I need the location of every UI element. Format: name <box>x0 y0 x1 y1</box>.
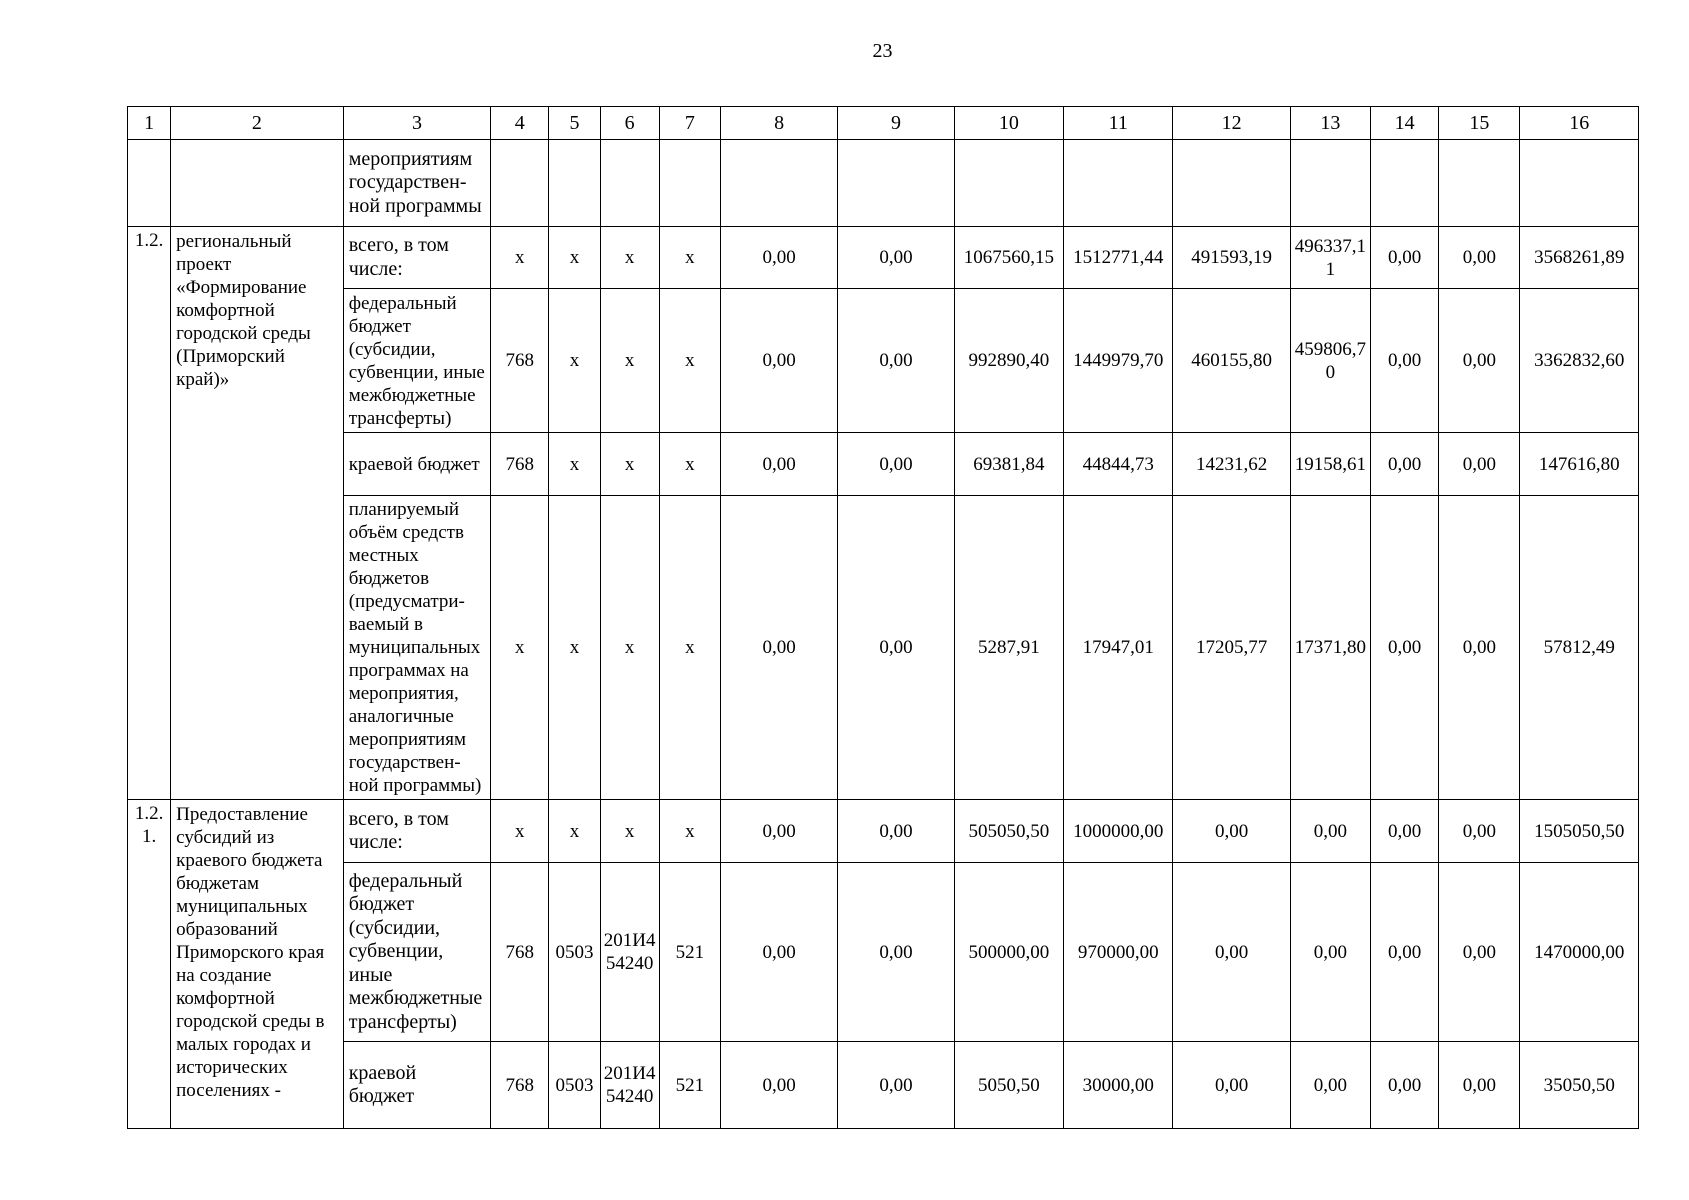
table-cell: 0,00 <box>720 227 837 289</box>
table-cell: 768 <box>491 1042 549 1129</box>
table-cell: 201И454240 <box>600 863 659 1042</box>
table-cell: 0,00 <box>1439 289 1520 433</box>
item-number: 1.2. <box>128 227 171 800</box>
table-cell: 0,00 <box>838 433 954 496</box>
table-cell: 0,00 <box>838 227 954 289</box>
table-cell: 0,00 <box>1439 863 1520 1042</box>
table-cell: 0,00 <box>1290 800 1370 863</box>
table-cell <box>491 140 549 227</box>
table-cell: 3362832,60 <box>1520 289 1639 433</box>
table-cell <box>128 140 171 227</box>
table-cell: 69381,84 <box>954 433 1063 496</box>
table-cell: 17205,77 <box>1173 496 1290 800</box>
table-cell: 0,00 <box>720 863 837 1042</box>
table-row <box>128 227 1639 289</box>
column-header: 12 <box>1173 107 1290 140</box>
table-cell: 0,00 <box>1290 863 1370 1042</box>
table-cell: 17947,01 <box>1064 496 1173 800</box>
table-cell: 1067560,15 <box>954 227 1063 289</box>
table-cell: x <box>659 496 720 800</box>
table-cell: x <box>549 289 600 433</box>
table-cell <box>1290 140 1370 227</box>
page-number: 23 <box>872 40 893 62</box>
table-cell: 0503 <box>549 863 600 1042</box>
table-row-continuation <box>128 140 1639 227</box>
table-cell: 0,00 <box>1439 1042 1520 1129</box>
table-cell <box>600 140 659 227</box>
table-cell: 0,00 <box>838 496 954 800</box>
table-row <box>128 863 1639 1042</box>
table-cell: 768 <box>491 289 549 433</box>
column-header: 6 <box>600 107 659 140</box>
funding-source: всего, в том числе: <box>343 227 490 289</box>
table-cell: 147616,80 <box>1520 433 1639 496</box>
table-cell: 0,00 <box>1290 1042 1370 1129</box>
funding-source: всего, в том числе: <box>343 800 490 863</box>
table-cell: 970000,00 <box>1064 863 1173 1042</box>
column-header: 1 <box>128 107 171 140</box>
table-cell <box>1064 140 1173 227</box>
column-header: 13 <box>1290 107 1370 140</box>
table-cell: 17371,80 <box>1290 496 1370 800</box>
table-cell: x <box>549 433 600 496</box>
funding-source: федеральный бюджет (субсидии, субвенции, иные межбюджетные трансферты) <box>343 863 490 1042</box>
table-cell: 0,00 <box>1371 1042 1439 1129</box>
table-cell: 0,00 <box>720 289 837 433</box>
table-cell: 491593,19 <box>1173 227 1290 289</box>
table-cell: 0,00 <box>1173 863 1290 1042</box>
table-cell: 0,00 <box>838 289 954 433</box>
item-name: Предоставление субсидий из краевого бюджета бюджетам муниципальных образований Приморского края на создание комфортной городской среды в малых городах и исторических поселениях - <box>171 800 344 1129</box>
table-cell: 0,00 <box>720 800 837 863</box>
column-header: 14 <box>1371 107 1439 140</box>
table-cell: x <box>600 289 659 433</box>
table-cell: 1512771,44 <box>1064 227 1173 289</box>
table-cell: 0,00 <box>838 800 954 863</box>
table-row <box>128 496 1639 800</box>
table-cell <box>1371 140 1439 227</box>
table-row <box>128 433 1639 496</box>
table-cell: 0,00 <box>1173 800 1290 863</box>
table-cell: x <box>491 496 549 800</box>
table-cell: 0,00 <box>720 496 837 800</box>
table-cell <box>1520 140 1639 227</box>
table-cell: 0,00 <box>1371 496 1439 800</box>
table-cell: 521 <box>659 1042 720 1129</box>
table-cell: 459806,70 <box>1290 289 1370 433</box>
table-cell <box>659 140 720 227</box>
table-cell: 0,00 <box>1439 800 1520 863</box>
table-cell: 460155,80 <box>1173 289 1290 433</box>
table-row <box>128 800 1639 863</box>
table-cell: 35050,50 <box>1520 1042 1639 1129</box>
table-cell: 14231,62 <box>1173 433 1290 496</box>
table-cell: 1470000,00 <box>1520 863 1639 1042</box>
table-cell: 57812,49 <box>1520 496 1639 800</box>
table-cell: x <box>491 227 549 289</box>
table-cell <box>1439 140 1520 227</box>
table-cell: 0,00 <box>838 863 954 1042</box>
table-cell: x <box>659 289 720 433</box>
funding-source: мероприятиям государствен-ной программы <box>343 140 490 227</box>
table-cell: 500000,00 <box>954 863 1063 1042</box>
table-cell: 0,00 <box>1371 227 1439 289</box>
item-number: 1.2.1. <box>128 800 171 1129</box>
budget-table <box>127 106 1639 1129</box>
column-header: 2 <box>171 107 344 140</box>
table-cell: x <box>491 800 549 863</box>
table-cell: x <box>659 800 720 863</box>
table-cell: 0,00 <box>1439 227 1520 289</box>
table-cell: 3568261,89 <box>1520 227 1639 289</box>
funding-source: федеральный бюджет (субсидии, субвенции, иные межбюджетные трансферты) <box>343 289 490 433</box>
table-cell: 19158,61 <box>1290 433 1370 496</box>
table-cell: 521 <box>659 863 720 1042</box>
funding-source: планируемый объём средств местных бюджетов (предусматри-ваемый в муниципальных программах на мероприятия, аналогичные мероприятиям государствен-ной программы) <box>343 496 490 800</box>
table-cell: x <box>600 433 659 496</box>
table-cell: x <box>600 227 659 289</box>
column-header: 11 <box>1064 107 1173 140</box>
table-cell: 1505050,50 <box>1520 800 1639 863</box>
funding-source: краевой бюджет <box>343 433 490 496</box>
table-cell: 44844,73 <box>1064 433 1173 496</box>
column-header: 8 <box>720 107 837 140</box>
column-header: 5 <box>549 107 600 140</box>
table-cell: 505050,50 <box>954 800 1063 863</box>
column-header: 15 <box>1439 107 1520 140</box>
table-cell <box>171 140 344 227</box>
table-cell: 0,00 <box>720 433 837 496</box>
table-cell: x <box>600 496 659 800</box>
table-cell <box>720 140 837 227</box>
column-header: 4 <box>491 107 549 140</box>
table-cell: 0,00 <box>1439 496 1520 800</box>
table-cell: 768 <box>491 433 549 496</box>
table-cell: 1449979,70 <box>1064 289 1173 433</box>
table-cell <box>1173 140 1290 227</box>
table-cell: 0,00 <box>838 1042 954 1129</box>
column-header: 3 <box>343 107 490 140</box>
table-cell: 0,00 <box>1371 433 1439 496</box>
table-cell: x <box>549 800 600 863</box>
table-cell <box>838 140 954 227</box>
table-cell: 0,00 <box>1371 863 1439 1042</box>
table-cell: 0,00 <box>1371 289 1439 433</box>
table-cell: 496337,11 <box>1290 227 1370 289</box>
table-cell: 992890,40 <box>954 289 1063 433</box>
table-cell: 5287,91 <box>954 496 1063 800</box>
table-cell: 5050,50 <box>954 1042 1063 1129</box>
table-cell <box>549 140 600 227</box>
column-header: 9 <box>838 107 954 140</box>
table-cell: 768 <box>491 863 549 1042</box>
column-header: 7 <box>659 107 720 140</box>
table-cell: x <box>659 227 720 289</box>
table-cell: 0503 <box>549 1042 600 1129</box>
table-row <box>128 289 1639 433</box>
table-cell: 30000,00 <box>1064 1042 1173 1129</box>
table-cell: x <box>659 433 720 496</box>
table-cell: 0,00 <box>720 1042 837 1129</box>
table-cell: 201И454240 <box>600 1042 659 1129</box>
table-cell: 0,00 <box>1439 433 1520 496</box>
column-header: 10 <box>954 107 1063 140</box>
item-name: региональный проект «Формирование комфортной городской среды (Приморский край)» <box>171 227 344 800</box>
column-header: 16 <box>1520 107 1639 140</box>
table-cell: x <box>549 227 600 289</box>
table-cell: 1000000,00 <box>1064 800 1173 863</box>
table-cell: x <box>549 496 600 800</box>
table-cell: 0,00 <box>1173 1042 1290 1129</box>
table-cell <box>954 140 1063 227</box>
funding-source: краевой бюджет <box>343 1042 490 1129</box>
table-cell: 0,00 <box>1371 800 1439 863</box>
table-cell: x <box>600 800 659 863</box>
header-row <box>128 107 1639 140</box>
table-row <box>128 1042 1639 1129</box>
